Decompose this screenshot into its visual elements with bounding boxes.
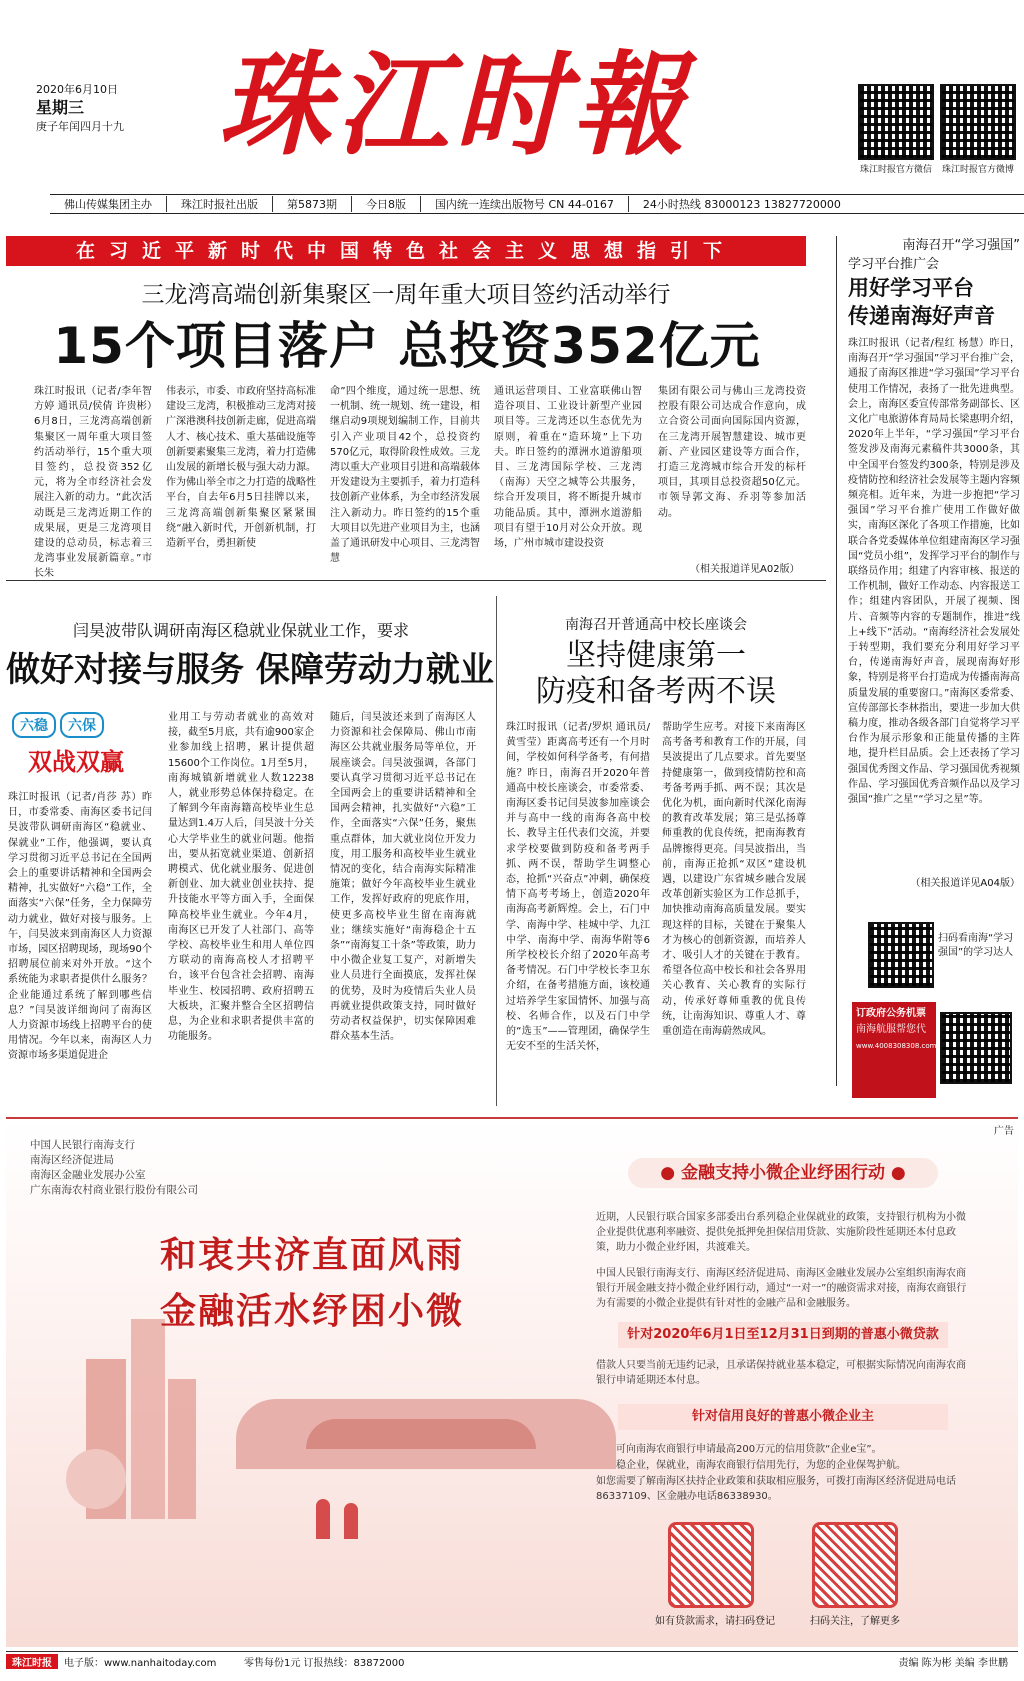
loan-register-qr-caption: 如有贷款需求，请扫码登记	[655, 1616, 775, 1627]
lead-column-3: 命”四个维度，通过统一思想、统一机制、统一规划、统一建设，相继启动9项规划编制工作，目前共引入产业项目42个，总投资约570亿元，取得阶段性成效。三龙湾以重大产业项目引进和高端载体开发建设为主要抓手，着力打造科技创新产业体系，为全市经济发展注入新动力。昨日签约的15个重大项目以先进产业项目为主，也涵盖了通讯研发中心项目、三龙湾智慧	[330, 386, 480, 565]
side-ad-subtitle: 南海航服帮您代	[856, 1024, 926, 1035]
ad-subhead-1: 针对2020年6月1日至12月31日到期的普惠小微贷款	[618, 1322, 948, 1348]
info-cn-number: 国内统一连续出版物号 CN 44-0167	[421, 196, 629, 212]
lead-column-5: 集团有限公司与佛山三龙湾投资控股有限公司达成合作意向，成立合资公司面向国际国内资源，在三龙湾开展智慧建设、城市更新、产业园区建设等方面合作，打造三龙湾城市综合开发的标杆项目，其项目总投资超50亿元。市领导郭文海、乔羽等参加活动。	[658, 386, 806, 519]
date-block	[36, 82, 156, 134]
ad-paragraph-4: 可向南海农商银行申请最高200万元的信用贷款“企业e宝”。	[616, 1444, 882, 1455]
story2-column-1: 珠江时报讯（记者/肖莎 苏）昨日，市委常委、南海区委书记闫昊波带队调研南海区“稳就业、保就业”工作，他强调，要认真学习贯彻习近平总书记在全国两会上的重要讲话精神和全国两会精神，扎实做好“六稳”工作，全面落实“六保”任务，全力保障劳动力就业，做好对接与服务。上午，闫昊波来到南海区人力资源市场，园区招聘现场，现场90个招聘展位前来对外开放。“这个系统能为求职者提供什么服务？企业能通过系统了解到哪些信息？”闫昊波详细询问了南海区人力资源市场线上招聘平台的使用情况。今年以来，南海区人力资源市场多渠道促进企	[8, 792, 152, 1062]
lead-headline[interactable]: 15个项目落户 总投资352亿元	[53, 317, 761, 375]
six-stabilities-tags	[12, 712, 108, 738]
info-hotline: 24小时热线 83000123 13827720000	[642, 198, 841, 211]
info-page-count: 今日8版	[352, 196, 421, 212]
story2-headline[interactable]: 做好对接与服务 保障劳动力就业	[6, 650, 494, 690]
ad-label: 广告	[994, 1126, 1014, 1137]
side-ad-title: 订政府公务机票	[856, 1008, 926, 1019]
tag-six-stability: 六稳	[12, 712, 56, 738]
ad-slogan-line1: 和衷共济直面风雨	[160, 1234, 465, 1276]
people-figure	[316, 1499, 330, 1539]
skyline-building	[131, 1319, 165, 1519]
skyline-building	[168, 1379, 196, 1519]
wechat-qr-caption: 珠江时报官方微信	[859, 165, 932, 175]
ad-paragraph-5: 稳企业，保就业，南海农商银行信用先行，为您的企业保驾护航。	[616, 1460, 906, 1471]
footer-website[interactable]: 电子版：www.nanhaitoday.com	[64, 1658, 217, 1669]
ad-organizations	[30, 1138, 198, 1198]
story3-headline-line1[interactable]: 坚持健康第一	[566, 638, 746, 673]
story2-column-2: 业用工与劳动者就业的高效对接，截至5月底，共有逾900家企业参加线上招聘，累计提供超15600个工作岗位。1月至5月，南海城镇新增就业人数12238人，就业形势总体保持稳定。在了解到今年南海籍高校毕业生总量达到1.4万人后，闫昊波十分关心大学毕业生的就业问题。他指出，要从拓宽就业渠道、创新招聘模式、优化就业服务、促进创新创业、加大就业创业扶持、提升技能水平等方面入手，全面保障高校毕业生就业。今年4月，南海区已开发了人社部门、高等学校、高校毕业生和用人单位四方联动的南海高校人才招聘平台，该平台包含社会招聘、南海毕业生、校园招聘、政府招聘五大板块，汇聚并整合全区招聘信息，为企业和求职者提供丰富的功能服务。	[168, 712, 314, 1043]
people-figure	[344, 1503, 358, 1539]
side-qr-caption: 扫码看南海“学习强国”的学习达人	[938, 933, 1014, 958]
story3-headline-line2[interactable]: 防疫和备考两不误	[536, 674, 776, 709]
side-headline-1[interactable]: 用好学习平台	[848, 275, 974, 300]
side-kicker-1: 南海召开“学习强国”	[902, 238, 1020, 253]
theme-banner: 在习近平新时代中国特色社会主义思想指引下	[6, 236, 806, 266]
ad-subhead-2: 针对信用良好的普惠小微企业主	[618, 1404, 948, 1430]
tag-double-win: 双战双赢	[28, 747, 124, 776]
info-press: 珠江时报社出版	[167, 196, 273, 212]
side-ad-qr-code[interactable]	[940, 1012, 1012, 1084]
side-headline-2[interactable]: 传递南海好声音	[848, 303, 995, 328]
info-issue-number: 第5873期	[273, 196, 352, 212]
ad-slogan-line2: 金融活水纾困小微	[160, 1290, 465, 1332]
wechat-qr-code[interactable]	[858, 84, 934, 160]
story3-column-2: 帮助学生应考。对接下来南海区高考备考和教育工作的开展，闫昊波提出了几点要求。首先要坚持健康第一，做到疫情防控和高考备考两手抓、两不误；其次是优化为机，面向新时代深化南海的教育改革发展；第三是弘扬尊师重教的优良传统，把南海教育品牌擦得更亮。闫昊波指出，当前，南海正抢抓“双区”建设机遇，以建设广东省城乡融合发展改革创新实验区为工作总抓手，加快推动南海高质量发展。要实现这样的目标，关键在于聚集人才为核心的创新资源，而培养人才、吸引人才的关键在于教育。希望各位高中校长和社会各界用关心教育、关心教育的实际行动，传承好尊师重教的优良传统，让南海知识、尊重人才、尊重创造在南海蔚然成风。	[662, 722, 806, 1038]
follow-qr-caption: 扫码关注，了解更多	[810, 1616, 900, 1627]
story2-column-3: 随后，闫昊波还来到了南海区人力资源和社会保障局、佛山市南海区公共就业服务局等单位，开展座谈会。闫昊波强调，各部门要认真学习贯彻习近平总书记在全国两会上的重要讲话精神和全国两会精神，扎实做好“六稳”工作，全面落实“六保”任务，聚焦重点群体，加大就业岗位开发力度，用工服务和高校毕业生就业情况的变化，结合南海实际精准施策；做好今年高校毕业生就业工作，发挥好政府的兜底作用，使更多高校毕业生留在南海就业；继续实施好“南海稳企十五条”“南海复工十条”等政策，助力中小微企业复工复产，对新增失业人员进行全面摸底，发挥社保的优势，及时为疫情后失业人员再就业提供政策支持，同时做好劳动者权益保护，切实保障困难群众基本生活。	[330, 712, 476, 1043]
ad-org: 广东南海农村商业银行股份有限公司	[30, 1184, 198, 1196]
ad-paragraph-6: 如您需要了解南海区扶持企业政策和获取相应服务，可拨打南海区经济促进局电话86337109、区金融办电话86338930。	[596, 1476, 956, 1502]
ad-paragraph-3: 借款人只要当前无违约记录，且承诺保持就业基本稳定，可根据实际情况向南海农商银行申请延期还本付息。	[596, 1360, 966, 1386]
issue-info-bar	[50, 194, 1024, 214]
side-body: 珠江时报讯（记者/程红 杨慧）昨日，南海召开“学习强国”学习平台推广会，通报了南海区推进“学习强国”学习平台使用工作情况，表扬了一批先进典型。会上，南海区委宣传部常务副部长、区文化广电旅游体育局局长梁惠明介绍，2020年上半年，“学习强国”学习平台签发涉及南海元素稿件共3000条，其中全国平台签发约300条，特别是涉及疫情防控和经济社会发展等主题内容频频亮相。近年来，为进一步抱把“学习强国”学习平台推广使用工作做好做实，南海区深化了各项工作措施，比如联合各党委媒体单位组建南海区学习强国“党员小组”，发挥学习平台的制作与联络员作用；组建了内容审核、报送的工作机制，做好工作动态、内容报送工作；组建内容团队，开展了视频、图片、音频等内容的专题制作，推进“线上+线下”活动。“南海经济社会发展处于转型期，我们要充分利用好学习平台，传递南海好声音，展现南海好形象，特别是将平台打造成为传播南海高质量发展的重要窗口。”南海区委常委、宣传部部长李林指出，要进一步加大供稿力度，推动各级各部门自觉将学习平台作为展示形象和正能量传播的主阵地，提升栏目品质。会上还表扬了学习强国优秀图文作品、学习强国优秀视频作品、学习强国优秀音频作品以及学习强国“推广之星”“学习之星”等。	[848, 338, 1020, 806]
globe-sculpture	[66, 1449, 126, 1509]
issue-weekday: 星期三	[36, 98, 85, 117]
tag-six-guarantee: 六保	[60, 712, 104, 738]
lead-more-link[interactable]: （相关报道详见A02版）	[690, 564, 800, 575]
side-ad-url[interactable]: www.4008308308.com	[856, 1042, 937, 1050]
story3-column-1: 珠江时报讯（记者/罗炽 通讯员/黄雪莹）距离高考还有一个月时间，学校如何科学备考，有何措施？昨日，南海召开2020年普通高中校长座谈会，市委常委、南海区委书记闫昊波参加座谈会并与高中一线的南海各高中校长、教导主任代表们交流，并要求学校要做到防疫和备考两手抓、两不误，帮助学生调整心态，抢抓“兴奋点”冲刺，确保疫情下高考考场上，创造2020年南海高考新辉煌。会上，石门中学、南海中学、桂城中学、九江中学、南海中学、南海华附等6所学校校长介绍了2020年高考备考情况。石门中学校长李卫东介绍，在备考措施方面，该校通过培养学生家国情怀、加强与高校、名师合作，以及石门中学的“选玉”——管理团，确保学生无安不至的生活关怀，	[506, 722, 650, 1053]
weibo-qr-code[interactable]	[940, 84, 1016, 160]
lead-column-1: 珠江时报讯（记者/李年智 方婷 通讯员/侯倩 许贵彬）6月8日，三龙湾高端创新集聚区一周年重大项目签约活动举行，15个重大项目签约，总投资352亿元，将为全市经济社会发展注入新的动力。“此次活动既是三龙湾近期工作的成果展，更是三龙湾项目建设的总动员，标志着三龙湾事业发展新篇章。”市长朱	[34, 386, 152, 580]
ad-org: 中国人民银行南海支行	[30, 1139, 135, 1151]
lunar-date: 庚子年闰四月十九	[36, 120, 124, 133]
ad-campaign-pill: ● 金融支持小微企业纾困行动 ●	[628, 1158, 938, 1188]
ad-org: 南海区金融业发展办公室	[30, 1169, 146, 1181]
story3-kicker: 南海召开普通高中校长座谈会	[565, 617, 747, 633]
loan-register-qr-code[interactable]	[668, 1522, 754, 1608]
ad-paragraph-2: 中国人民银行南海支行、南海区经济促进局、南海区金融业发展办公室组织南海农商银行开展金融支持小微企业纾困行动，通过“一对一”的融资需求对接，南海农商银行为有需要的小微企业提供有针对性的金融产品和金融服务。	[596, 1268, 967, 1309]
section-divider	[6, 580, 826, 581]
newspaper-masthead: 珠江时報	[218, 40, 690, 171]
story2-kicker: 闫昊波带队调研南海区稳就业保就业工作，要求	[72, 621, 409, 640]
footer-price-hotline: 零售每份1元 订报热线：83872000	[244, 1658, 405, 1669]
column-divider	[496, 596, 497, 1106]
weibo-qr-caption: 珠江时报官方微博	[941, 165, 1014, 175]
side-ad-box[interactable]	[852, 1002, 936, 1098]
side-more-link[interactable]: （相关报道详见A04版）	[910, 878, 1020, 889]
page-footer	[6, 1651, 1018, 1671]
follow-qr-code[interactable]	[812, 1522, 898, 1608]
skyline-roof	[306, 1419, 536, 1449]
ad-slogan	[160, 1227, 464, 1339]
ad-paragraph-1: 近期，人民银行联合国家多部委出台系列稳企业保就业的政策，支持银行机构为小微企业提供优惠利率融资、提供免抵押免担保信用贷款、实施阶段性延期还本付息政策，助力小微企业纾困，共渡难关。	[596, 1212, 966, 1253]
side-divider	[836, 236, 837, 1086]
lead-column-2: 伟表示，市委、市政府坚持高标准建设三龙湾，积极推动三龙湾对接广深港澳科技创新走廊，促进高端人才、核心技术、重大基础设施等创新要素聚集三龙湾，着力打造佛山发展的新增长极与强大动力源。作为佛山举全市之力打造的战略性平台，自去年6月5日挂牌以来，三龙湾高端创新集聚区紧紧围绕“融入新时代，开创新机制，打造新平台，勇担新使	[166, 386, 316, 550]
issue-date: 2020年6月10日	[36, 83, 118, 96]
footer-logo: 珠江时报	[6, 1654, 58, 1669]
side-column	[848, 236, 1020, 889]
lead-column-4: 通讯运营项目、工业富联佛山智造谷项目、工业设计新型产业园项目等。三龙湾还以生态优先为原则，着重在“造环境”上下功夫。昨日签约的潭洲水道游船项目、三龙湾国际学校、三龙湾（南海）天空之城等公共服务，综合开发项目，将不断提升城市功能品质。其中，潭洲水道游船项目有望于10月对公众开放。现场，广州市城市建设投资	[494, 386, 642, 550]
ad-org: 南海区经济促进局	[30, 1154, 114, 1166]
info-publisher: 佛山传媒集团主办	[50, 196, 167, 212]
footer-editors: 责编 陈为彬 美编 李世鹏	[898, 1658, 1008, 1669]
side-kicker-2: 学习平台推广会	[848, 257, 940, 272]
lead-kicker: 三龙湾高端创新集聚区一周年重大项目签约活动举行	[141, 282, 671, 308]
side-qr-code[interactable]	[868, 922, 934, 988]
